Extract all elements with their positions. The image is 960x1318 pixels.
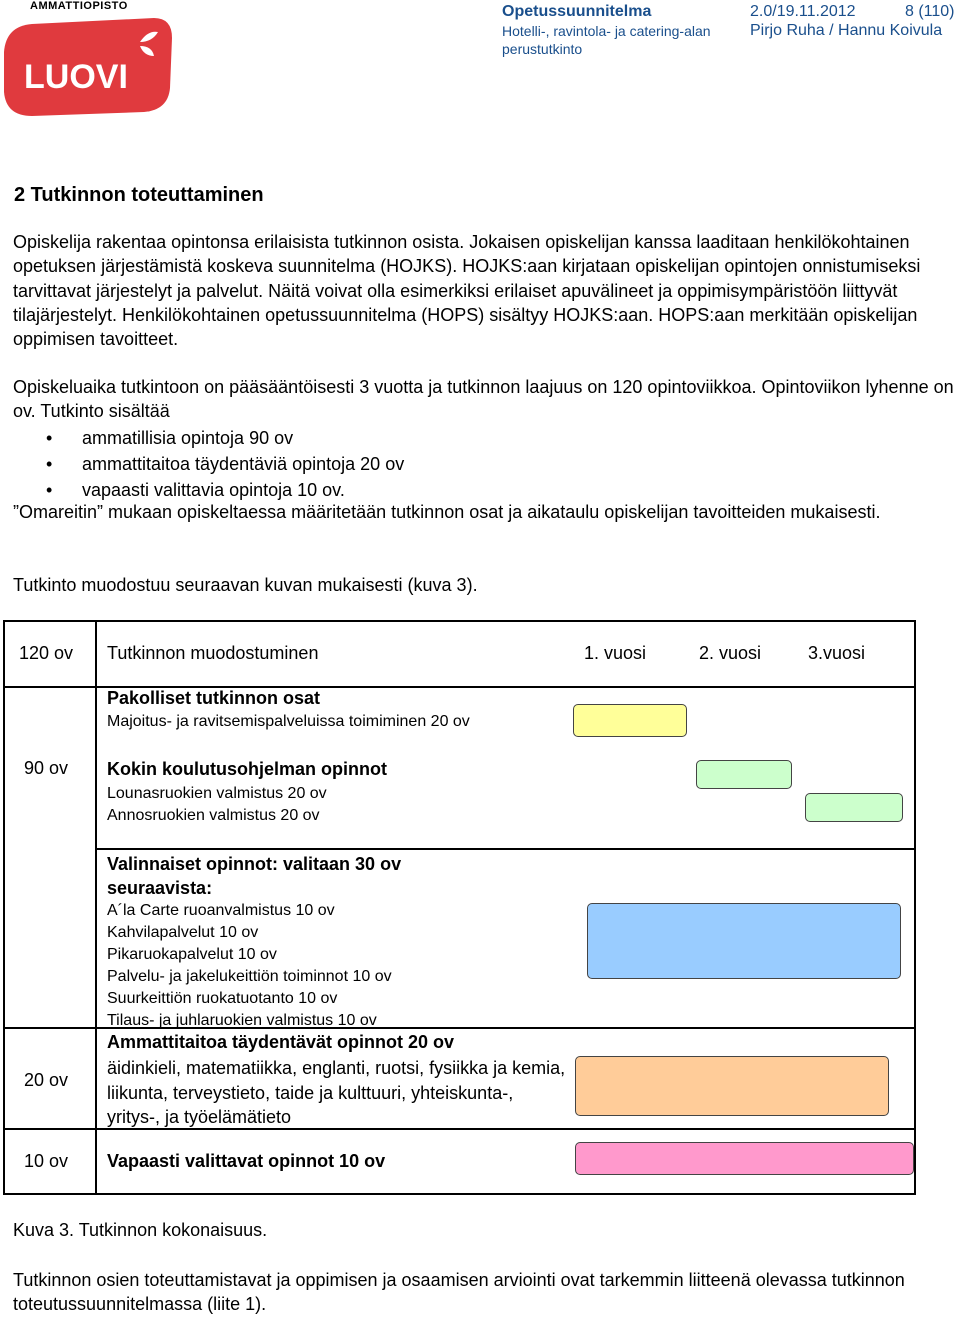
pakolliset-title: Pakolliset tutkinnon osat — [107, 688, 321, 708]
list-item: • ammattitaitoa täydentäviä opintoja 20 ov — [46, 451, 404, 477]
version-date: 2.0/19.11.2012 — [750, 3, 856, 20]
authors: Pirjo Ruha / Hannu Koivula — [750, 22, 943, 39]
paragraph-figure-intro: Tutkinto muodostuu seuraavan kuvan mukaisesti (kuva 3). — [13, 575, 478, 595]
header-title: Tutkinnon muodostuminen — [107, 643, 319, 663]
study-bullet-list — [46, 425, 404, 503]
kokki-item: Annosruokien valmistus 20 ov — [107, 807, 320, 824]
ov-90: 90 ov — [24, 758, 69, 778]
bar-lounasruoat-year2 — [696, 760, 792, 789]
kokki-item: Lounasruokien valmistus 20 ov — [107, 785, 327, 802]
header-year-3: 3.vuosi — [808, 643, 866, 663]
page-number: 8 (110) — [905, 3, 955, 20]
list-item: • ammatillisia opintoja 90 ov — [46, 425, 404, 451]
valinnaiset-item: A´la Carte ruoanvalmistus 10 ov — [107, 902, 335, 919]
valinnaiset-item: Tilaus- ja juhlaruokien valmistus 10 ov — [107, 1012, 377, 1029]
ov-20: 20 ov — [24, 1070, 69, 1090]
valinnaiset-item: Pikaruokapalvelut 10 ov — [107, 946, 277, 963]
bar-taydentavat — [575, 1056, 889, 1116]
bar-vapaat — [575, 1142, 914, 1175]
taydentavat-subjects: äidinkieli, matematiikka, englanti, ruotsi, fysiikka ja kemia, liikunta, terveystieto, taide ja kulttuuri, yhteiskunta-, yritys-, ja työelämätieto — [107, 1058, 566, 1127]
valinnaiset-item: Palvelu- ja jakelukeittiön toiminnot 10 ov — [107, 968, 392, 985]
figure-caption: Kuva 3. Tutkinnon kokonaisuus. — [13, 1220, 268, 1240]
list-item: • vapaasti valittavia opintoja 10 ov. — [46, 477, 404, 503]
paragraph-study-time: Opiskeluaika tutkintoon on pääsääntöisesti 3 vuotta ja tutkinnon laajuus on 120 opintoviikkoa. Opintoviikon lyhenne on ov. Tutkinto sisältää — [13, 377, 954, 422]
valinnaiset-item: Suurkeittiön ruokatuotanto 10 ov — [107, 990, 338, 1007]
logo-name: LUOVI — [24, 58, 128, 96]
degree-structure-table — [3, 620, 916, 1195]
ov-10: 10 ov — [24, 1151, 69, 1171]
doc-title: Opetussuunnitelma — [502, 3, 652, 20]
luovi-logo — [2, 16, 174, 118]
kokki-title: Kokin koulutusohjelman opinnot — [107, 759, 387, 779]
doc-subtitle: Hotelli-, ravintola- ja catering-alan perustutkinto — [502, 23, 711, 57]
valinnaiset-title: Valinnaiset opinnot: valitaan 30 ov seuraavista: — [107, 854, 402, 898]
pakolliset-item: Majoitus- ja ravitsemispalveluissa toimiminen 20 ov — [107, 713, 470, 730]
taydentavat-title: Ammattitaitoa täydentävät opinnot 20 ov — [107, 1032, 455, 1052]
logo-top-text: AMMATTIOPISTO — [30, 0, 128, 12]
header-year-2: 2. vuosi — [699, 643, 762, 663]
header-ov: 120 ov — [19, 643, 74, 663]
bar-valinnaiset — [587, 903, 901, 979]
vapaat-title: Vapaasti valittavat opinnot 10 ov — [107, 1151, 386, 1171]
paragraph-omareitti: ”Omareitin” mukaan opiskeltaessa määritetään tutkinnon osat ja aikataulu opiskelijan tavoitteiden mukaisesti. — [13, 502, 881, 522]
bar-annosruoat-year3 — [805, 793, 903, 822]
paragraph-hojks: Opiskelija rakentaa opintonsa erilaisista tutkinnon osista. Jokaisen opiskelijan kanssa laaditaan henkilökohtainen opetuksen järjestämistä koskeva suunnitelma (HOJKS). HOJKS:aan kirjataan opiskelijan opintojen onnistumiseksi tarvittavat järjestelyt ja palvelut. Näitä voivat olla esimerkiksi erilaiset apuvälineet ja oppimisympäristöön liittyvät tilajärjestelyt. Henkilökohtainen opetussuunnitelma (HOPS) sisältyy HOJKS:aan. HOPS:aan merkitään opiskelijan oppimisen tavoitteet. — [13, 232, 921, 350]
valinnaiset-item: Kahvilapalvelut 10 ov — [107, 924, 259, 941]
section-title: 2 Tutkinnon toteuttaminen — [14, 184, 264, 206]
header-year-1: 1. vuosi — [584, 643, 647, 663]
bar-pakolliset-year1 — [573, 704, 687, 737]
paragraph-implementation: Tutkinnon osien toteuttamistavat ja oppimisen ja osaamisen arviointi ovat tarkemmin liitteenä olevassa tutkinnon toteutussuunnitelmassa (liite 1). — [13, 1270, 905, 1315]
